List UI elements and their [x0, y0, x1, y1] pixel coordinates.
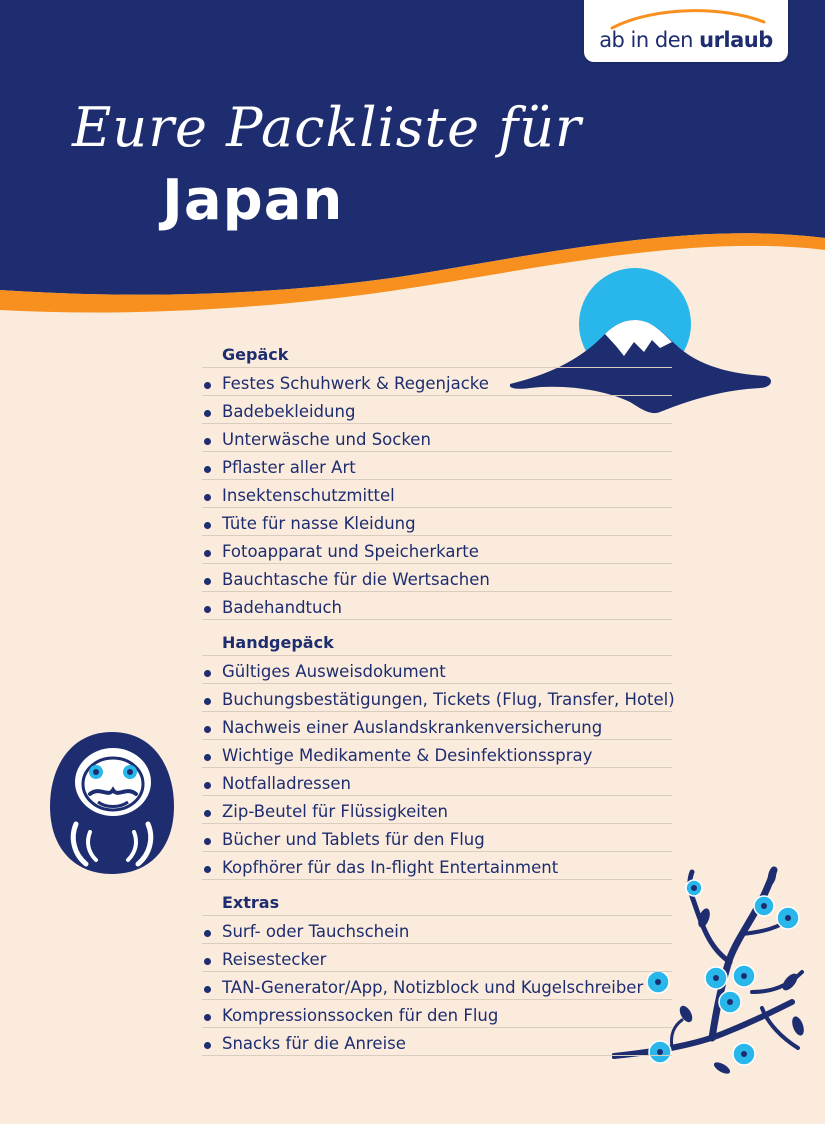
packing-list [202, 340, 675, 1056]
list-item [202, 656, 672, 684]
list-item-label: Nachweis einer Auslandskrankenversicherung [222, 718, 603, 737]
list-item [202, 768, 672, 796]
bullet-icon [204, 1014, 211, 1021]
section-heading: Handgepäck [202, 628, 672, 656]
list-item-label: Fotoapparat und Speicherkarte [222, 542, 479, 561]
list-item [202, 1028, 672, 1056]
list-item-label: Badehandtuch [222, 598, 343, 617]
section-luggage [202, 340, 672, 620]
list-item [202, 508, 672, 536]
page-title: Eure Packliste für [72, 96, 582, 159]
list-item [202, 1000, 672, 1028]
list-item [202, 740, 672, 768]
bullet-icon [204, 866, 211, 873]
list-item [202, 684, 675, 712]
bullet-icon [204, 930, 211, 937]
list-item-label: Buchungsbestätigungen, Tickets (Flug, Transfer, Hotel) [222, 690, 675, 709]
section-extras [202, 888, 672, 1056]
bullet-icon [204, 606, 211, 613]
list-item-label: Zip-Beutel für Flüssigkeiten [222, 802, 448, 821]
list-item-label: Kompressionssocken für den Flug [222, 1006, 499, 1025]
bullet-icon [204, 522, 211, 529]
bullet-icon [204, 810, 211, 817]
list-item-label: TAN-Generator/App, Notizblock und Kugelschreiber [222, 978, 644, 997]
bullet-icon [204, 494, 211, 501]
list-item [202, 536, 672, 564]
list-item [202, 972, 672, 1000]
list-item [202, 944, 672, 972]
bullet-icon [204, 466, 211, 473]
bullet-icon [204, 838, 211, 845]
list-item [202, 396, 672, 424]
bullet-icon [204, 382, 211, 389]
list-item-label: Wichtige Medikamente & Desinfektionsspray [222, 746, 593, 765]
brand-logo[interactable] [584, 0, 788, 62]
bullet-icon [204, 670, 211, 677]
daruma-doll-icon [46, 728, 178, 878]
section-heading: Gepäck [202, 340, 672, 368]
list-item-label: Pflaster aller Art [222, 458, 356, 477]
bullet-icon [204, 550, 211, 557]
list-item-label: Bücher und Tablets für den Flug [222, 830, 485, 849]
bullet-icon [204, 438, 211, 445]
logo-suffix: urlaub [699, 28, 773, 52]
list-item [202, 452, 672, 480]
list-item [202, 424, 672, 452]
list-item-label: Festes Schuhwerk & Regenjacke [222, 374, 489, 393]
list-item-label: Unterwäsche und Socken [222, 430, 431, 449]
bullet-icon [204, 578, 211, 585]
list-item-label: Insektenschutzmittel [222, 486, 395, 505]
list-item-label: Snacks für die Anreise [222, 1034, 406, 1053]
bullet-icon [204, 1042, 211, 1049]
list-item-label: Bauchtasche für die Wertsachen [222, 570, 490, 589]
list-item [202, 824, 672, 852]
bullet-icon [204, 754, 211, 761]
list-item-label: Tüte für nasse Kleidung [222, 514, 416, 533]
section-heading: Extras [202, 888, 672, 916]
bullet-icon [204, 958, 211, 965]
page-title-destination: Japan [162, 168, 344, 233]
list-item-label: Badebekleidung [222, 402, 356, 421]
list-item [202, 480, 672, 508]
list-item-label: Reisestecker [222, 950, 327, 969]
bullet-icon [204, 410, 211, 417]
list-item-label: Surf- oder Tauchschein [222, 922, 410, 941]
list-item [202, 916, 672, 944]
list-item-label: Gültiges Ausweisdokument [222, 662, 446, 681]
logo-prefix: ab in den [599, 28, 700, 52]
bullet-icon [204, 986, 211, 993]
list-item [202, 796, 672, 824]
list-item [202, 592, 672, 620]
list-item [202, 852, 672, 880]
list-item-label: Notfalladressen [222, 774, 351, 793]
list-item [202, 712, 672, 740]
bullet-icon [204, 726, 211, 733]
bullet-icon [204, 698, 211, 705]
list-item-label: Kopfhörer für das In-flight Entertainment [222, 858, 559, 877]
list-item [202, 564, 672, 592]
bullet-icon [204, 782, 211, 789]
list-item [202, 368, 672, 396]
section-hand-luggage [202, 628, 675, 880]
